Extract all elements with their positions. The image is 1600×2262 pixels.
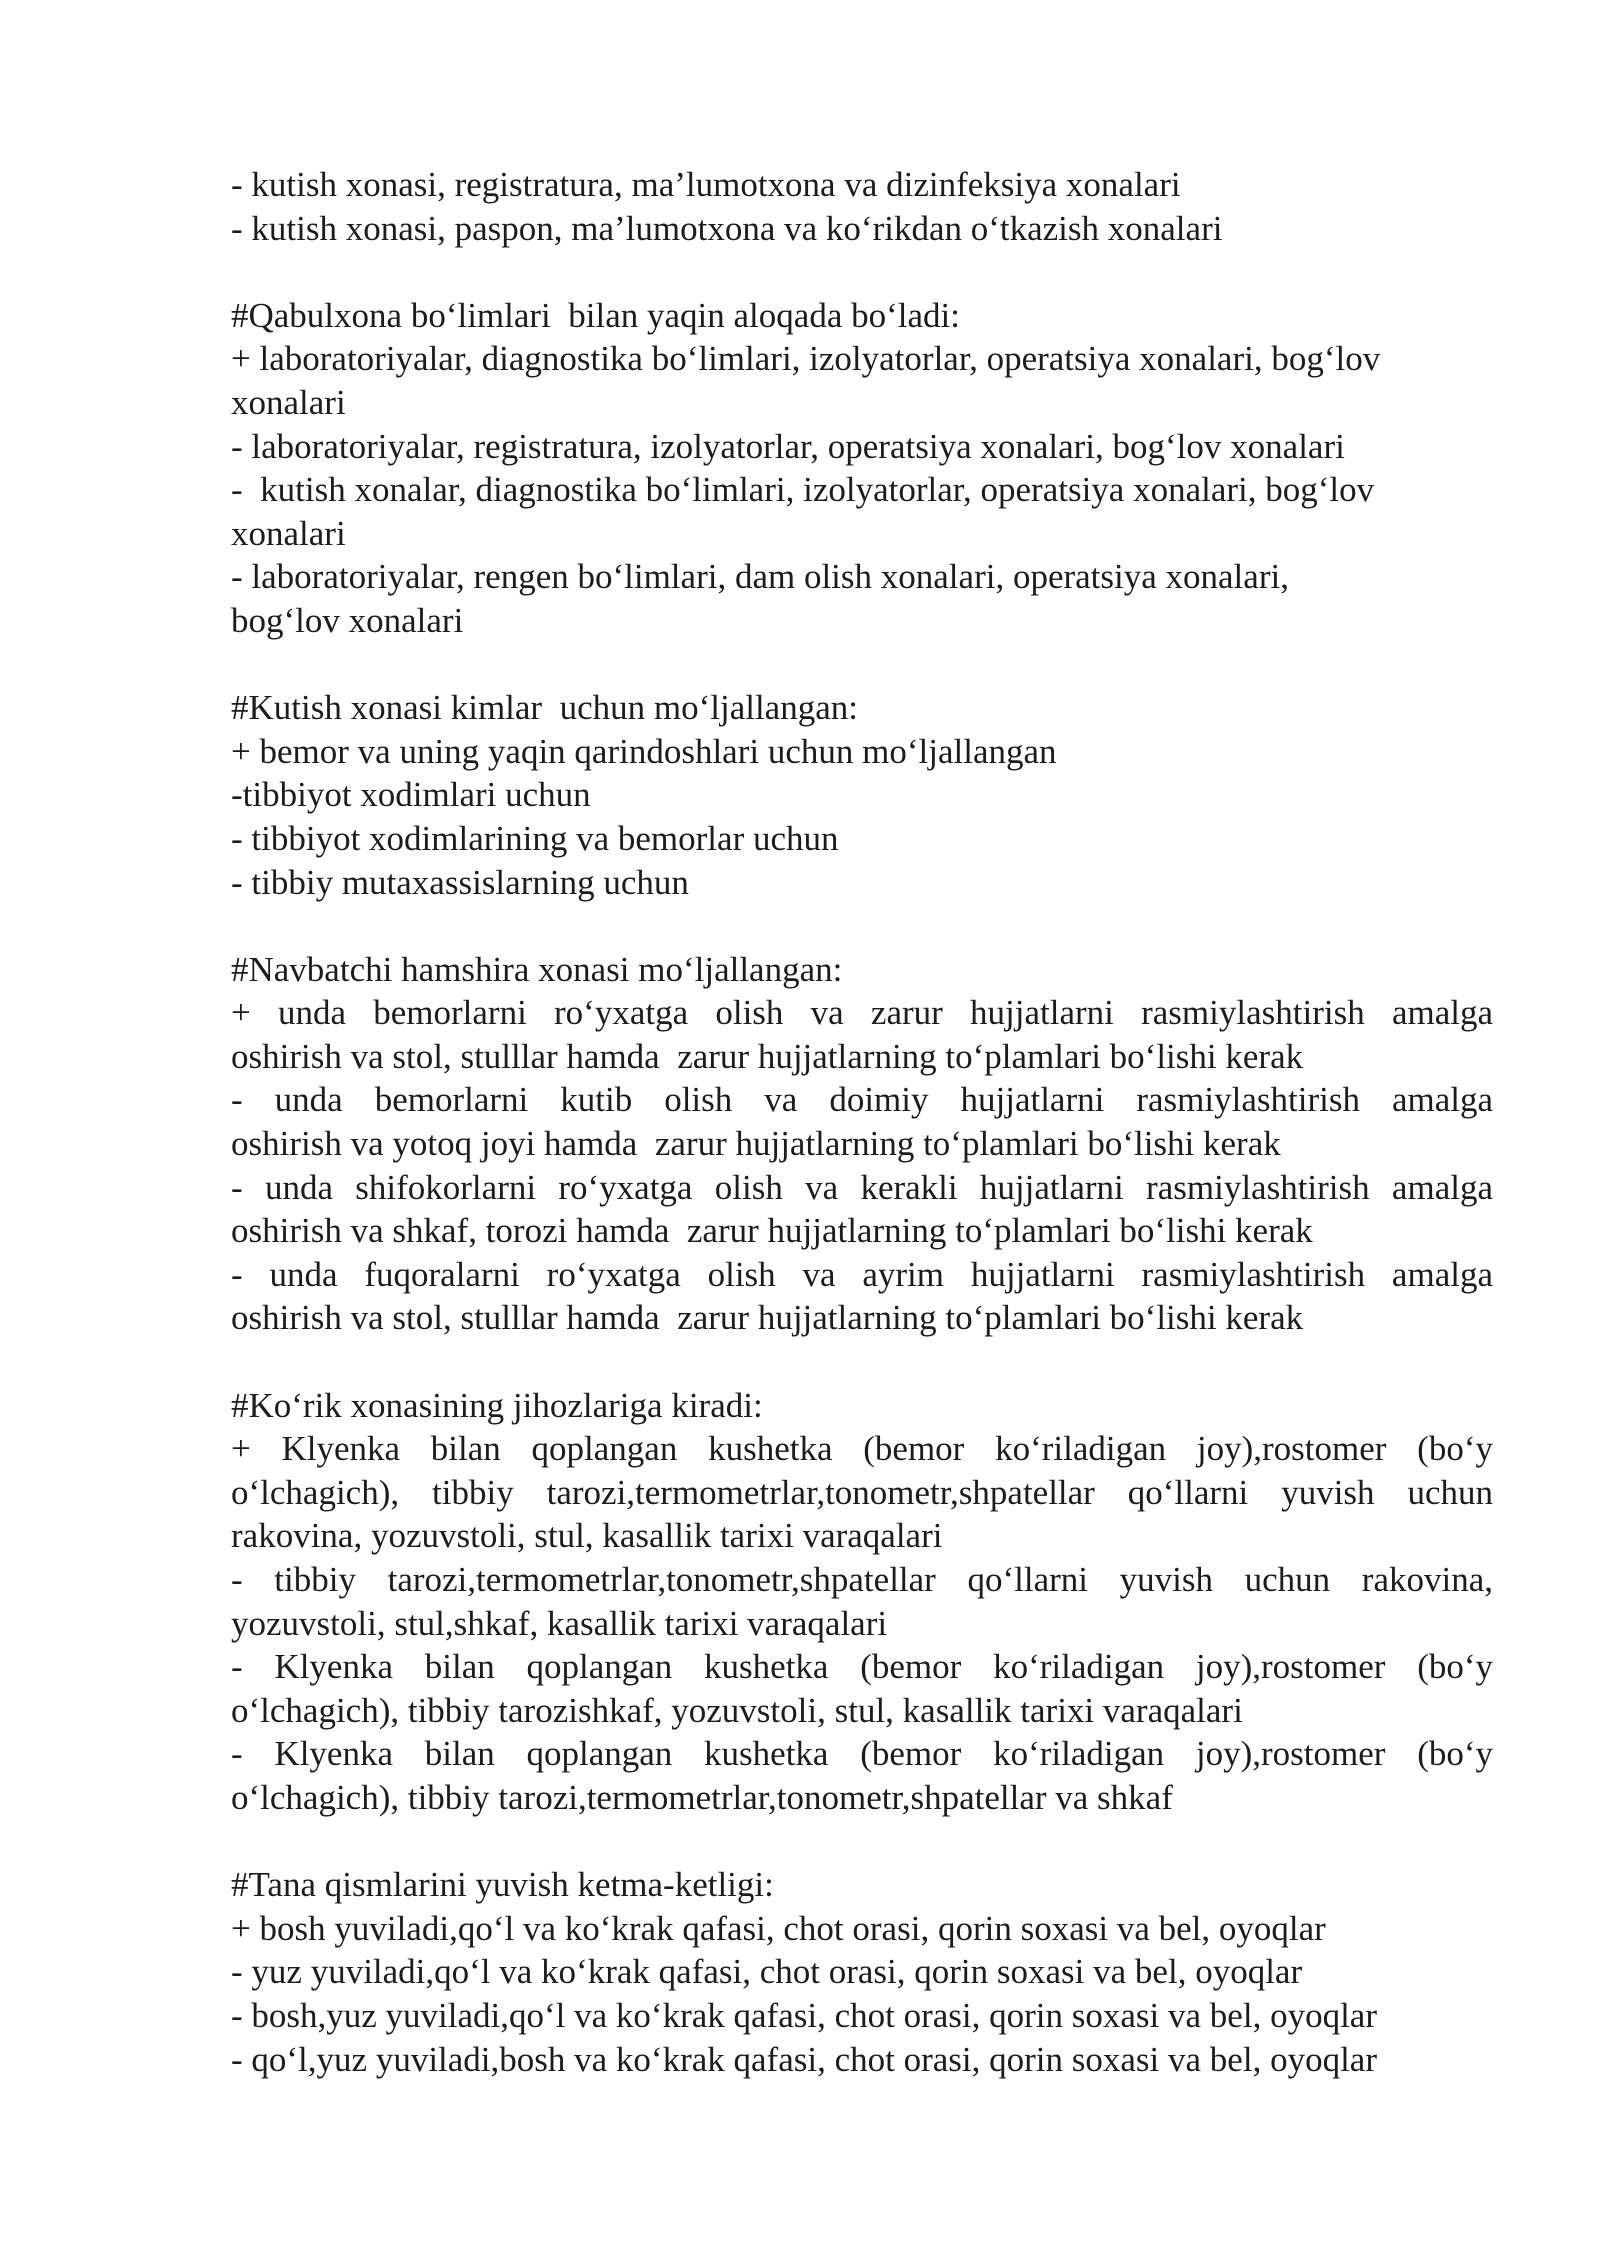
document-body [231, 163, 1493, 2081]
block-spacer [231, 250, 1493, 294]
answer-line: - tibbiyot xodimlarining va bemorlar uchun [231, 818, 839, 858]
question-block [231, 294, 1493, 643]
block-spacer [231, 1340, 1493, 1384]
answer-line: - unda fuqoralarni ro‘yxatga olish va ayrim hujjatlarni rasmiylashtirish amalga [231, 1254, 1493, 1294]
answer-line: o‘lchagich), tibbiy tarozi,termometrlar,tonometr,shpatellar va shkaf [231, 1777, 1173, 1817]
answer-line: - bosh,yuz yuviladi,qo‘l va ko‘krak qafasi, chot orasi, qorin soxasi va bel, oyoqlar [231, 1995, 1377, 2035]
answer-line: - unda shifokorlarni ro‘yxatga olish va kerakli hujjatlarni rasmiylashtirish amalga [231, 1167, 1493, 1207]
answer-line: xonalari [231, 382, 346, 422]
question-text: #Qabulxona bo‘limlari bilan yaqin aloqada bo‘ladi: [231, 295, 960, 335]
answer-line: rakovina, yozuvstoli, stul, kasallik tarixi varaqalari [231, 1516, 943, 1556]
answer-line: - tibbiy tarozi,termometrlar,tonometr,shpatellar qo‘llarni yuvish uchun rakovina, [231, 1560, 1493, 1599]
answer-line: - kutish xonalar, diagnostika bo‘limlari, izolyatorlar, operatsiya xonalari, bog‘lov [231, 470, 1375, 510]
answer-line: + bemor va uning yaqin qarindoshlari uchun mo‘ljallangan [231, 731, 1057, 771]
answer-line: yozuvstoli, stul,shkaf, kasallik tarixi varaqalari [231, 1603, 888, 1643]
question-block [231, 686, 1493, 904]
answer-line: - laboratoriyalar, rengen bo‘limlari, dam olish xonalari, operatsiya xonalari, [231, 557, 1289, 597]
question-block [231, 1384, 1493, 1820]
answer-line: bog‘lov xonalari [231, 600, 464, 640]
answer-line: -tibbiyot xodimlari uchun [231, 775, 591, 815]
block-spacer [231, 643, 1493, 687]
answer-line: oshirish va yotoq joyi hamda zarur hujjatlarning to‘plamlari bo‘lishi kerak [231, 1124, 1281, 1164]
answer-line: + Klyenka bilan qoplangan kushetka (bemor ko‘riladigan joy),rostomer (bo‘y [231, 1429, 1493, 1469]
question-text: #Navbatchi hamshira xonasi mo‘ljallangan: [231, 949, 843, 989]
answer-block-continuation [231, 163, 1493, 250]
answer-line: - yuz yuviladi,qo‘l va ko‘krak qafasi, chot orasi, qorin soxasi va bel, oyoqlar [231, 1952, 1303, 1992]
answer-line: - qo‘l,yuz yuviladi,bosh va ko‘krak qafasi, chot orasi, qorin soxasi va bel, oyoqlar [231, 2039, 1377, 2079]
answer-line: oshirish va shkaf, torozi hamda zarur hujjatlarning to‘plamlari bo‘lishi kerak [231, 1211, 1313, 1251]
answer-line: - kutish xonasi, paspon, ma’lumotxona va ko‘rikdan o‘tkazish xonalari [231, 208, 1223, 248]
answer-line: xonalari [231, 513, 346, 553]
answer-line: o‘lchagich), tibbiy tarozi,termometrlar,tonometr,shpatellar qo‘llarni yuvish uchun [231, 1472, 1493, 1512]
question-text: #Ko‘rik xonasining jihozlariga kiradi: [231, 1385, 763, 1425]
question-block [231, 1863, 1493, 2081]
answer-line: + unda bemorlarni ro‘yxatga olish va zarur hujjatlarni rasmiylashtirish amalga [231, 993, 1493, 1033]
answer-line: oshirish va stol, stulllar hamda zarur hujjatlarning to‘plamlari bo‘lishi kerak [231, 1036, 1304, 1076]
answer-line: - laboratoriyalar, registratura, izolyatorlar, operatsiya xonalari, bog‘lov xonalari [231, 426, 1345, 466]
answer-line: + bosh yuviladi,qo‘l va ko‘krak qafasi, chot orasi, qorin soxasi va bel, oyoqlar [231, 1908, 1326, 1948]
answer-line: o‘lchagich), tibbiy tarozishkaf, yozuvstoli, stul, kasallik tarixi varaqalari [231, 1690, 1243, 1730]
answer-line: oshirish va stol, stulllar hamda zarur hujjatlarning to‘plamlari bo‘lishi kerak [231, 1298, 1304, 1338]
question-block [231, 948, 1493, 1340]
answer-line: + laboratoriyalar, diagnostika bo‘limlari, izolyatorlar, operatsiya xonalari, bog‘lov [231, 339, 1381, 379]
answer-line: - Klyenka bilan qoplangan kushetka (bemor ko‘riladigan joy),rostomer (bo‘y [231, 1647, 1493, 1687]
answer-line: - unda bemorlarni kutib olish va doimiy hujjatlarni rasmiylashtirish amalga [231, 1080, 1493, 1120]
question-text: #Tana qismlarini yuvish ketma-ketligi: [231, 1865, 774, 1905]
answer-line: - Klyenka bilan qoplangan kushetka (bemor ko‘riladigan joy),rostomer (bo‘y [231, 1734, 1493, 1774]
block-spacer [231, 904, 1493, 948]
block-spacer [231, 1820, 1493, 1864]
question-text: #Kutish xonasi kimlar uchun mo‘ljallangan: [231, 688, 858, 728]
answer-line: - kutish xonasi, registratura, ma’lumotxona va dizinfeksiya xonalari [231, 165, 1181, 204]
answer-line: - tibbiy mutaxassislarning uchun [231, 862, 689, 902]
